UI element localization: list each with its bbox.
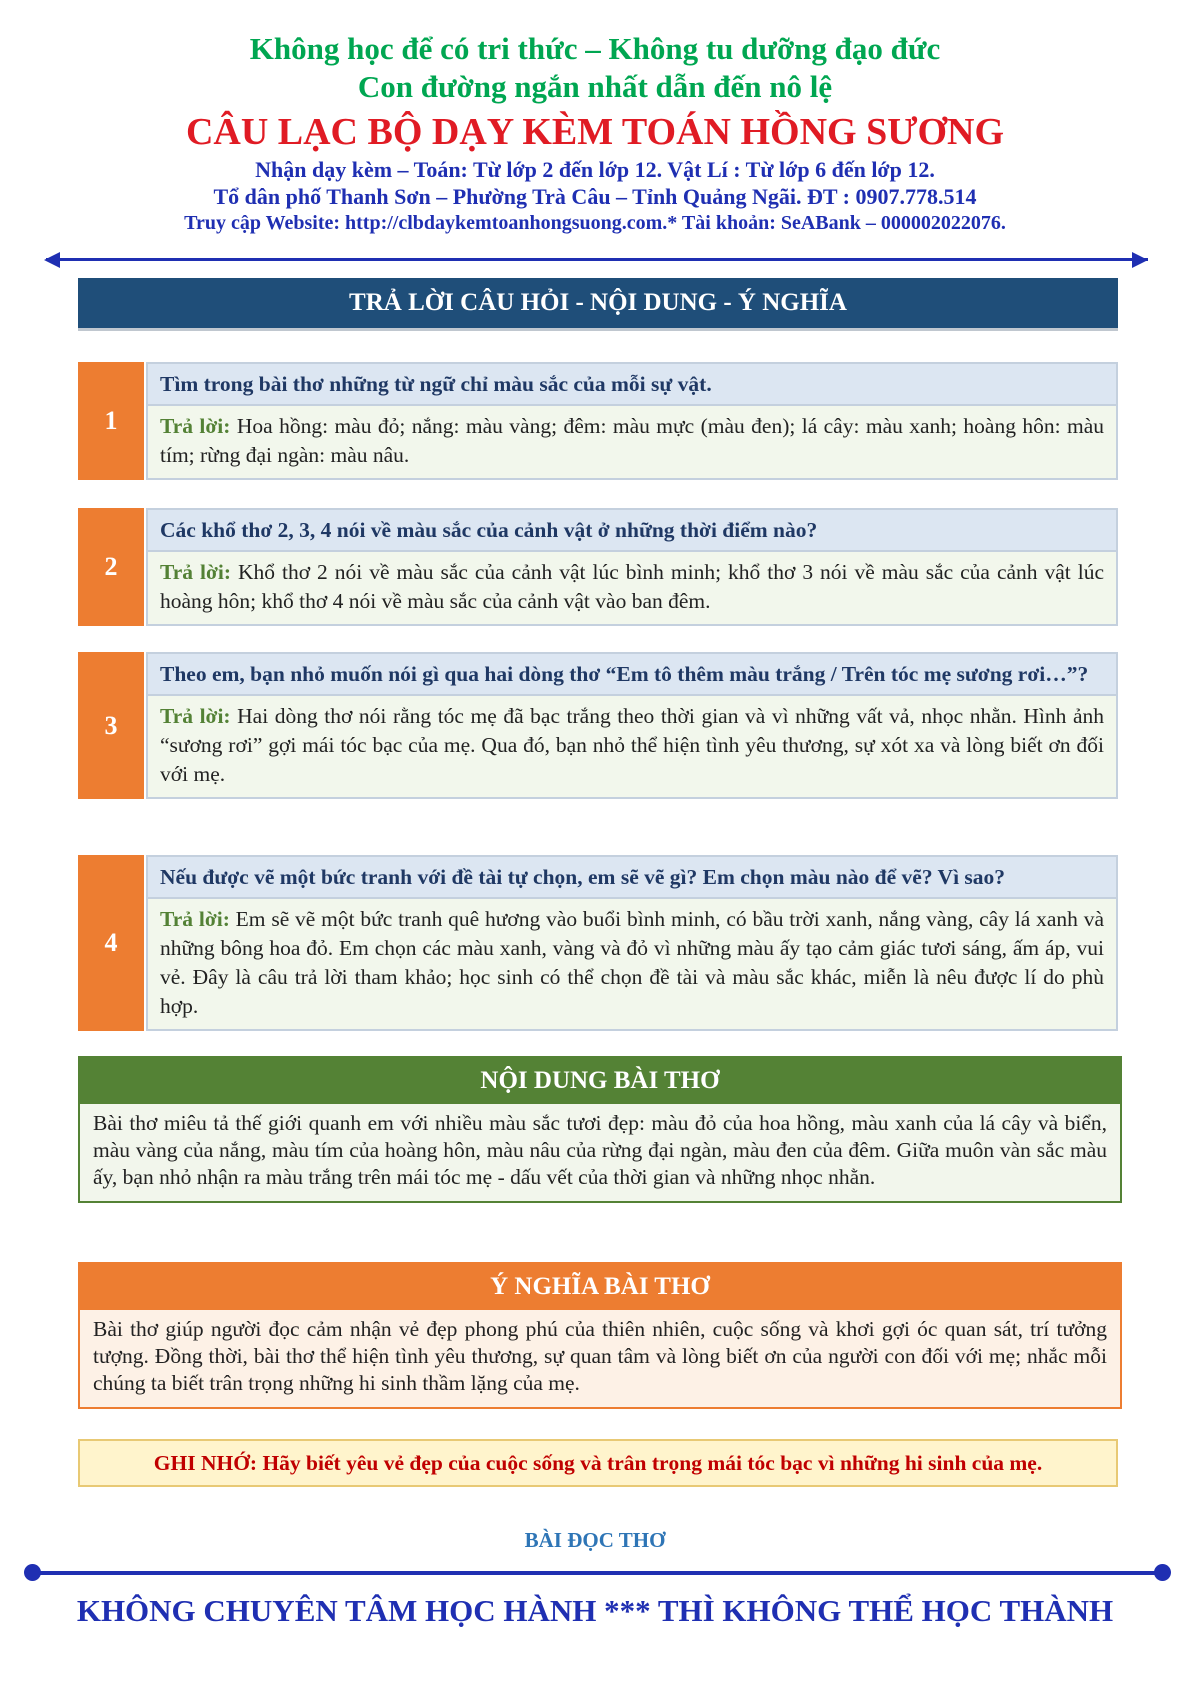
answer-block <box>146 404 1118 480</box>
question-text: Theo em, bạn nhỏ muốn nói gì qua hai dòng thơ “Em tô thêm màu trắng / Trên tóc mẹ sương rơi…”? <box>146 652 1118 694</box>
poem-content-title: NỘI DUNG BÀI THƠ <box>80 1058 1120 1104</box>
poem-meaning-text: Bài thơ giúp người đọc cảm nhận vẻ đẹp phong phú của thiên nhiên, cuộc sống và khơi gợi óc quan sát, trí tưởng tượng. Đồng thời, bài thơ thể hiện tình yêu thương, sự quan tâm và lòng biết ơn của người con đối với mẹ; nhắc mỗi chúng ta biết trân trọng những hi sinh thầm lặng của mẹ. <box>80 1310 1120 1407</box>
header-motto-line2: Con đường ngắn nhất dẫn đến nô lệ <box>357 69 833 104</box>
answer-label: Trả lời: <box>160 704 231 728</box>
footer-divider <box>32 1571 1162 1575</box>
question-number: 4 <box>78 855 144 1031</box>
header-motto-line1: Không học để có tri thức – Không tu dưỡng đạo đức <box>249 31 941 66</box>
footer-motto: KHÔNG CHUYÊN TÂM HỌC HÀNH *** THÌ KHÔNG THỂ HỌC THÀNH <box>76 1593 1114 1628</box>
question-text: Tìm trong bài thơ những từ ngữ chỉ màu sắc của mỗi sự vật. <box>146 362 1118 404</box>
header-divider-arrow <box>46 258 1148 261</box>
question-text: Các khổ thơ 2, 3, 4 nói về màu sắc của cảnh vật ở những thời điểm nào? <box>146 508 1118 550</box>
question-block-2 <box>78 508 1118 626</box>
dot-left-icon <box>24 1564 41 1581</box>
question-block-1 <box>78 362 1118 480</box>
arrow-right-icon <box>1132 252 1148 268</box>
answer-text: Khổ thơ 2 nói về màu sắc của cảnh vật lúc bình minh; khổ thơ 3 nói về màu sắc của cảnh vật lúc hoàng hôn; khổ thơ 4 nói về màu sắc của cảnh vật vào ban đêm. <box>160 560 1104 613</box>
question-block-3 <box>78 652 1118 799</box>
question-text: Nếu được vẽ một bức tranh với đề tài tự chọn, em sẽ vẽ gì? Em chọn màu nào để vẽ? Vì sao? <box>146 855 1118 897</box>
answer-label: Trả lời: <box>160 907 230 931</box>
answer-block <box>146 550 1118 626</box>
dot-right-icon <box>1154 1564 1171 1581</box>
answer-text: Hai dòng thơ nói rằng tóc mẹ đã bạc trắng theo thời gian và vì những vất vả, nhọc nhằn. Hình ảnh “sương rơi” gợi mái tóc bạc của mẹ. Qua đó, bạn nhỏ thể hiện tình yêu thương, sự xót xa và lòng biết ơn đối với mẹ. <box>160 704 1104 786</box>
poem-meaning-title: Ý NGHĨA BÀI THƠ <box>80 1264 1120 1310</box>
poem-content-text: Bài thơ miêu tả thế giới quanh em với nhiều màu sắc tươi đẹp: màu đỏ của hoa hồng, màu xanh của lá cây và biển, màu vàng của nắng, màu tím của hoàng hôn, màu nâu của rừng đại ngàn, màu đen của đêm. Giữa muôn vàn sắc màu ấy, bạn nhỏ nhận ra màu trắng trên mái tóc mẹ - dấu vết của thời gian và những nhọc nhằn. <box>80 1104 1120 1201</box>
section-title: TRẢ LỜI CÂU HỎI - NỘI DUNG - Ý NGHĨA <box>78 278 1118 331</box>
question-block-4 <box>78 855 1118 1031</box>
footer-label: BÀI ĐỌC THƠ <box>524 1528 666 1552</box>
question-number: 3 <box>78 652 144 799</box>
poem-content-box <box>78 1056 1122 1203</box>
remember-note: GHI NHỚ: Hãy biết yêu vẻ đẹp của cuộc sống và trân trọng mái tóc bạc vì những hi sinh của mẹ. <box>78 1439 1118 1487</box>
club-name: CÂU LẠC BỘ DẠY KÈM TOÁN HỒNG SƯƠNG <box>185 111 1005 153</box>
header-info-line3: Truy cập Website: http://clbdaykemtoanhongsuong.com.* Tài khoản: SeABank – 000002022076. <box>184 212 1006 234</box>
answer-label: Trả lời: <box>160 414 231 438</box>
header-info-line1: Nhận dạy kèm – Toán: Từ lớp 2 đến lớp 12. Vật Lí : Từ lớp 6 đến lớp 12. <box>255 157 935 182</box>
answer-block <box>146 694 1118 799</box>
answer-text: Em sẽ vẽ một bức tranh quê hương vào buổi bình minh, có bầu trời xanh, nắng vàng, cây lá xanh và những bông hoa đỏ. Em chọn các màu xanh, vàng và đỏ vì những màu ấy tạo cảm giác tươi sáng, ấm áp, vui vẻ. Đây là câu trả lời tham khảo; học sinh có thể chọn đề tài và màu sắc khác, miễn là nêu được lí do phù hợp. <box>160 907 1104 1018</box>
poem-meaning-box <box>78 1262 1122 1409</box>
header-info-line2: Tổ dân phố Thanh Sơn – Phường Trà Câu – Tỉnh Quảng Ngãi. ĐT : 0907.778.514 <box>213 184 977 209</box>
arrow-left-icon <box>44 252 60 268</box>
answer-block <box>146 897 1118 1031</box>
answer-text: Hoa hồng: màu đỏ; nắng: màu vàng; đêm: màu mực (màu đen); lá cây: màu xanh; hoàng hôn: màu tím; rừng đại ngàn: màu nâu. <box>160 414 1104 467</box>
question-number: 1 <box>78 362 144 480</box>
answer-label: Trả lời: <box>160 560 232 584</box>
page-header <box>0 30 1190 237</box>
question-number: 2 <box>78 508 144 626</box>
